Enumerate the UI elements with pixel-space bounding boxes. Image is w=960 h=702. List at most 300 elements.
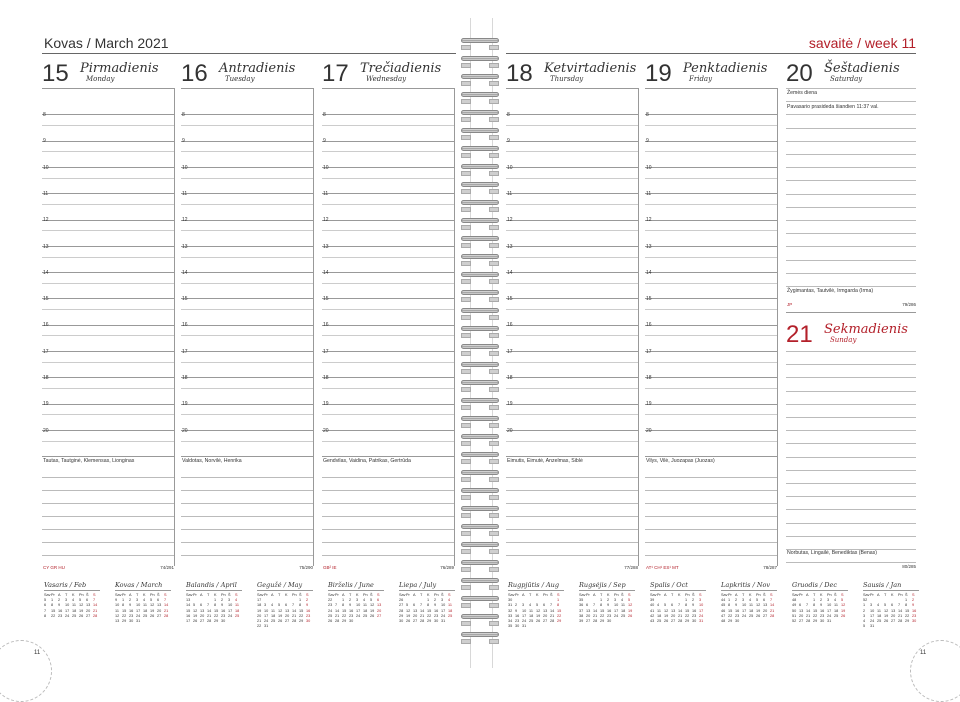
hour-label: 19 xyxy=(507,401,513,408)
ring-hole-left xyxy=(461,117,471,122)
weekday-header: Sav xyxy=(579,593,586,597)
ring-hole-left xyxy=(461,369,471,374)
week-number: 43 xyxy=(650,619,655,624)
spiral-ring xyxy=(461,290,499,295)
date-cell: 30 xyxy=(515,624,520,629)
week-number: 15 xyxy=(186,608,191,613)
date-cell: 21 xyxy=(207,613,212,618)
hour-label: 11 xyxy=(43,190,49,197)
mini-calendar xyxy=(721,581,777,624)
notes-line xyxy=(786,128,916,129)
ring-hole-right xyxy=(489,477,499,482)
mini-calendar-title: Liepa / July xyxy=(399,581,455,591)
notes-line xyxy=(181,529,313,530)
half-hour-line xyxy=(322,388,454,389)
date-cell: 3 xyxy=(228,598,231,603)
hour-label: 8 xyxy=(43,112,46,118)
hour-line xyxy=(506,325,638,326)
hour-line xyxy=(42,430,174,431)
notes-line xyxy=(322,529,454,530)
date-cell: 23 xyxy=(515,619,520,624)
date-cell: 16 xyxy=(129,608,134,613)
ring-hole-left xyxy=(461,459,471,464)
half-hour-line xyxy=(506,441,638,442)
date-cell: 2 xyxy=(434,598,437,603)
date-cell: 15 xyxy=(299,608,304,613)
date-cell: 29 xyxy=(557,619,562,624)
date-cell: 23 xyxy=(820,613,825,618)
hour-line xyxy=(322,377,454,378)
weekday-header: Pr xyxy=(264,593,268,597)
ring-hole-left xyxy=(461,171,471,176)
mini-calendar-title: Lapkritis / Nov xyxy=(721,581,777,591)
week-number: 23 xyxy=(328,603,333,608)
ring-hole-right xyxy=(489,423,499,428)
date-cell xyxy=(742,619,749,624)
weekday-header: Pr xyxy=(728,593,732,597)
date-cell: 19 xyxy=(536,613,541,618)
spiral-ring xyxy=(461,632,499,637)
day-name-en: Saturday xyxy=(830,75,863,83)
notes-line xyxy=(506,555,638,556)
hour-line xyxy=(181,88,313,89)
date-cell: 31 xyxy=(441,619,446,624)
spiral-ring xyxy=(461,218,499,223)
week-number: 24 xyxy=(328,608,333,613)
date-cell: 25 xyxy=(143,613,148,618)
weekday-header: Sav xyxy=(721,593,728,597)
weekday-header: Sav xyxy=(44,593,51,597)
date-cell: 7 xyxy=(678,603,681,608)
half-hour-line xyxy=(645,441,777,442)
date-cell: 2 xyxy=(306,598,309,603)
half-hour-line xyxy=(181,441,313,442)
mini-calendar xyxy=(508,581,564,629)
date-cell: 3 xyxy=(65,598,68,603)
date-cell: 23 xyxy=(735,613,740,618)
weekday-header: Š xyxy=(763,593,766,597)
weekday-header: Pr xyxy=(122,593,126,597)
date-cell: 25 xyxy=(657,619,662,624)
ring-hole-right xyxy=(489,225,499,230)
mini-calendar-grid xyxy=(44,593,100,619)
hour-line xyxy=(181,351,313,352)
date-cell: 31 xyxy=(136,619,141,624)
hour-line xyxy=(42,298,174,299)
week-number: 52 xyxy=(792,619,797,624)
date-cell: 13 xyxy=(799,608,804,613)
half-hour-line xyxy=(645,178,777,179)
date-cell: 15 xyxy=(813,608,818,613)
date-cell xyxy=(749,619,756,624)
hour-label: 15 xyxy=(43,296,49,303)
date-cell: 10 xyxy=(870,608,875,613)
week-number: 46 xyxy=(721,608,726,613)
date-cell: 11 xyxy=(271,608,275,613)
date-cell: 3 xyxy=(827,598,830,603)
hour-line xyxy=(506,88,638,89)
page-number-left: 11 xyxy=(34,650,41,656)
notes-line xyxy=(786,167,916,168)
half-hour-line xyxy=(506,151,638,152)
date-cell: 15 xyxy=(342,608,347,613)
spiral-ring xyxy=(461,164,499,169)
notes-line xyxy=(786,141,916,142)
date-cell: 6 xyxy=(157,598,160,603)
date-cell: 28 xyxy=(335,619,340,624)
week-number: 22 xyxy=(328,598,333,603)
week-title: savaitė / week 11 xyxy=(808,35,916,51)
half-hour-line xyxy=(181,178,313,179)
hour-label: 16 xyxy=(182,322,188,329)
hour-label: 12 xyxy=(646,217,652,224)
hour-line xyxy=(506,220,638,221)
notes-line xyxy=(786,273,916,274)
date-cell: 13 xyxy=(763,603,768,608)
weekday-header: Pn xyxy=(363,593,368,597)
date-cell xyxy=(370,619,377,624)
date-cell: 5 xyxy=(278,603,281,608)
date-cell: 26 xyxy=(841,613,846,618)
spiral-ring xyxy=(461,128,499,133)
date-cell: 14 xyxy=(420,608,425,613)
date-cell xyxy=(557,624,564,629)
date-cell: 11 xyxy=(657,608,661,613)
date-cell: 16 xyxy=(515,613,520,618)
weekday-header: K xyxy=(820,593,823,597)
hour-label: 11 xyxy=(507,190,513,197)
date-cell: 17 xyxy=(614,608,619,613)
date-cell: 20 xyxy=(543,613,548,618)
hour-label: 8 xyxy=(182,112,185,118)
half-hour-line xyxy=(181,414,313,415)
date-cell: 13 xyxy=(200,608,205,613)
date-cell: 3 xyxy=(870,603,873,608)
date-cell: 2 xyxy=(912,598,915,603)
date-cell: 25 xyxy=(621,613,626,618)
date-cell: 19 xyxy=(664,613,669,618)
date-cell: 24 xyxy=(264,619,269,624)
date-cell: 30 xyxy=(349,619,354,624)
day-number: 16 xyxy=(181,60,208,87)
spiral-ring xyxy=(461,308,499,313)
date-cell: 30 xyxy=(735,619,740,624)
day-number: 20 xyxy=(786,60,813,87)
date-cell xyxy=(614,619,621,624)
ring-hole-right xyxy=(489,243,499,248)
hour-label: 14 xyxy=(646,269,652,276)
date-cell xyxy=(143,619,150,624)
ring-hole-right xyxy=(489,117,499,122)
column-divider xyxy=(638,88,639,566)
date-cell: 26 xyxy=(884,619,889,624)
ring-hole-left xyxy=(461,261,471,266)
mini-calendar-grid xyxy=(399,593,455,624)
weekday-header: K xyxy=(214,593,217,597)
day-name-lt: Šeštadienis xyxy=(824,61,900,76)
weekday-header: S xyxy=(699,593,702,597)
notes-line xyxy=(42,477,174,478)
date-cell: 7 xyxy=(207,603,210,608)
hour-label: 20 xyxy=(323,427,329,434)
date-cell: 17 xyxy=(136,608,141,613)
notes-line xyxy=(42,542,174,543)
date-cell: 15 xyxy=(122,608,127,613)
date-cell xyxy=(841,619,848,624)
date-cell: 29 xyxy=(427,619,432,624)
hour-label: 8 xyxy=(507,112,510,118)
date-cell: 27 xyxy=(377,613,382,618)
date-cell: 21 xyxy=(898,613,903,618)
hour-line xyxy=(322,325,454,326)
hour-line xyxy=(645,404,777,405)
date-cell: 19 xyxy=(884,613,889,618)
hour-line xyxy=(506,114,638,115)
half-hour-line xyxy=(506,309,638,310)
week-number: 10 xyxy=(115,603,120,608)
date-cell: 2 xyxy=(221,598,224,603)
date-cell: 15 xyxy=(728,608,733,613)
hour-label: 16 xyxy=(323,322,329,329)
date-cell: 9 xyxy=(820,603,823,608)
half-hour-line xyxy=(181,204,313,205)
saturday-note-2: Pavasario prasideda šiandien 11:37 val. xyxy=(787,104,879,110)
date-cell: 27 xyxy=(543,619,548,624)
day-column-19 xyxy=(645,62,777,572)
mini-calendar-title: Balandis / April xyxy=(186,581,242,591)
date-cell xyxy=(621,619,628,624)
date-cell: 20 xyxy=(285,613,290,618)
weekday-header: Š xyxy=(86,593,89,597)
day-number: 17 xyxy=(322,60,349,87)
date-cell: 3 xyxy=(699,598,702,603)
half-hour-line xyxy=(42,414,174,415)
spiral-ring xyxy=(461,110,499,115)
weekday-header: Sav xyxy=(257,593,264,597)
half-hour-line xyxy=(181,230,313,231)
hour-line xyxy=(645,298,777,299)
ring-hole-left xyxy=(461,99,471,104)
date-cell: 13 xyxy=(86,603,91,608)
half-hour-line xyxy=(322,230,454,231)
week-number: 42 xyxy=(650,613,655,618)
hour-line xyxy=(506,298,638,299)
day-column-sunday xyxy=(786,323,916,573)
ring-hole-right xyxy=(489,495,499,500)
mini-calendar xyxy=(792,581,848,624)
day-name-lt: Pirmadienis xyxy=(80,61,159,76)
date-cell: 14 xyxy=(678,608,683,613)
date-cell: 4 xyxy=(621,598,624,603)
date-cell: 24 xyxy=(742,613,747,618)
holiday-codes: CY GR HU xyxy=(43,565,65,570)
column-divider xyxy=(174,88,175,566)
hour-line xyxy=(645,377,777,378)
date-cell: 8 xyxy=(728,603,731,608)
week-number: 12 xyxy=(115,613,120,618)
date-cell: 3 xyxy=(356,598,359,603)
spiral-ring xyxy=(461,362,499,367)
date-cell: 18 xyxy=(271,613,276,618)
date-cell: 29 xyxy=(600,619,605,624)
date-cell: 11 xyxy=(235,603,239,608)
date-cell: 2 xyxy=(735,598,738,603)
half-hour-line xyxy=(42,230,174,231)
spiral-ring xyxy=(461,56,499,61)
week-number: 11 xyxy=(115,608,119,613)
date-cell: 22 xyxy=(342,613,347,618)
date-cell: 3 xyxy=(522,603,525,608)
day-name-lt: Trečiadienis xyxy=(360,61,442,76)
weekday-header: K xyxy=(891,593,894,597)
weekday-header: A xyxy=(735,593,738,597)
date-cell: 29 xyxy=(122,619,127,624)
date-cell: 28 xyxy=(806,619,811,624)
notes-line xyxy=(645,503,777,504)
date-cell: 14 xyxy=(770,603,775,608)
ring-hole-right xyxy=(489,405,499,410)
date-cell xyxy=(292,624,299,629)
date-cell: 25 xyxy=(834,613,839,618)
day-column-saturday xyxy=(786,62,916,312)
ring-hole-right xyxy=(489,81,499,86)
weekday-header: A xyxy=(413,593,416,597)
hour-line xyxy=(322,88,454,89)
weekday-header: Š xyxy=(692,593,695,597)
date-cell: 24 xyxy=(522,619,527,624)
weekday-header: T xyxy=(600,593,603,597)
saturday-note-1: Žemės diena xyxy=(787,90,817,96)
day-number: 15 xyxy=(42,60,69,87)
date-cell: 20 xyxy=(763,608,768,613)
notes-line xyxy=(181,490,313,491)
week-number: 20 xyxy=(257,613,262,618)
hour-label: 20 xyxy=(646,427,652,434)
date-cell: 7 xyxy=(806,603,809,608)
ring-hole-right xyxy=(489,567,499,572)
hour-label: 18 xyxy=(182,375,188,381)
weekday-header: Pn xyxy=(221,593,226,597)
ring-hole-left xyxy=(461,315,471,320)
week-number: 9 xyxy=(115,598,118,603)
date-cell: 16 xyxy=(820,608,825,613)
notes-line xyxy=(42,529,174,530)
date-cell: 16 xyxy=(912,608,917,613)
hour-label: 16 xyxy=(646,322,652,329)
date-cell: 20 xyxy=(891,613,896,618)
date-cell: 1 xyxy=(51,598,54,603)
date-cell: 1 xyxy=(122,598,125,603)
hour-line xyxy=(322,193,454,194)
hour-label: 9 xyxy=(646,138,649,145)
half-hour-line xyxy=(42,362,174,363)
date-cell: 12 xyxy=(628,603,633,608)
week-number: 3 xyxy=(863,613,866,618)
hour-label: 18 xyxy=(323,375,329,381)
ring-hole-left xyxy=(461,513,471,518)
date-cell: 27 xyxy=(671,619,676,624)
date-cell: 20 xyxy=(157,608,162,613)
ring-hole-left xyxy=(461,603,471,608)
half-hour-line xyxy=(506,178,638,179)
date-cell: 8 xyxy=(342,603,345,608)
date-cell: 8 xyxy=(122,603,125,608)
date-cell: 26 xyxy=(536,619,541,624)
date-cell: 27 xyxy=(799,619,804,624)
hour-label: 11 xyxy=(182,190,188,197)
week-number: 5 xyxy=(44,598,47,603)
date-cell xyxy=(898,624,905,629)
ring-hole-right xyxy=(489,621,499,626)
name-days: Gendvilas, Vaidina, Patrikas, Gertrūda xyxy=(323,458,411,464)
mini-calendar xyxy=(650,581,706,624)
notes-line xyxy=(322,503,454,504)
week-number: 31 xyxy=(508,603,513,608)
date-cell: 26 xyxy=(278,619,283,624)
date-cell: 26 xyxy=(79,613,84,618)
notes-line xyxy=(506,529,638,530)
date-cell: 31 xyxy=(870,624,875,629)
date-cell xyxy=(278,624,285,629)
ring-hole-left xyxy=(461,639,471,644)
weekday-header: K xyxy=(143,593,146,597)
date-cell: 19 xyxy=(193,613,198,618)
date-cell: 27 xyxy=(763,613,768,618)
half-hour-line xyxy=(181,388,313,389)
date-cell: 14 xyxy=(164,603,169,608)
date-cell xyxy=(228,619,235,624)
notes-line xyxy=(786,194,916,195)
notes-line xyxy=(786,364,916,365)
hour-label: 19 xyxy=(323,401,329,408)
weekday-header: Sav xyxy=(863,593,870,597)
ring-hole-right xyxy=(489,315,499,320)
day-count: 79/286 xyxy=(902,302,916,307)
mini-calendar-grid xyxy=(257,593,313,629)
hour-label: 14 xyxy=(323,269,329,276)
week-number: 2 xyxy=(863,608,866,613)
hour-line xyxy=(322,246,454,247)
notes-line xyxy=(786,377,916,378)
date-cell: 24 xyxy=(699,613,704,618)
date-cell: 22 xyxy=(600,613,605,618)
date-cell: 7 xyxy=(292,603,295,608)
date-cell: 28 xyxy=(164,613,169,618)
half-hour-line xyxy=(42,283,174,284)
mini-calendar-grid xyxy=(863,593,919,629)
date-cell: 15 xyxy=(905,608,910,613)
notes-line xyxy=(42,555,174,556)
hour-label: 14 xyxy=(182,269,188,276)
date-cell: 28 xyxy=(292,619,297,624)
half-hour-line xyxy=(645,388,777,389)
date-cell: 1 xyxy=(342,598,345,603)
hour-line xyxy=(181,298,313,299)
week-number: 38 xyxy=(579,613,584,618)
date-cell: 31 xyxy=(264,624,269,629)
ring-hole-left xyxy=(461,441,471,446)
notes-line xyxy=(42,503,174,504)
date-cell: 3 xyxy=(264,603,267,608)
week-number: 26 xyxy=(399,598,404,603)
weekday-header: T xyxy=(671,593,674,597)
week-number: 4 xyxy=(863,619,866,624)
ring-hole-right xyxy=(489,585,499,590)
date-cell: 13 xyxy=(891,608,896,613)
day-count: 75/290 xyxy=(299,565,313,570)
date-cell: 24 xyxy=(228,613,233,618)
date-cell: 1 xyxy=(728,598,731,603)
